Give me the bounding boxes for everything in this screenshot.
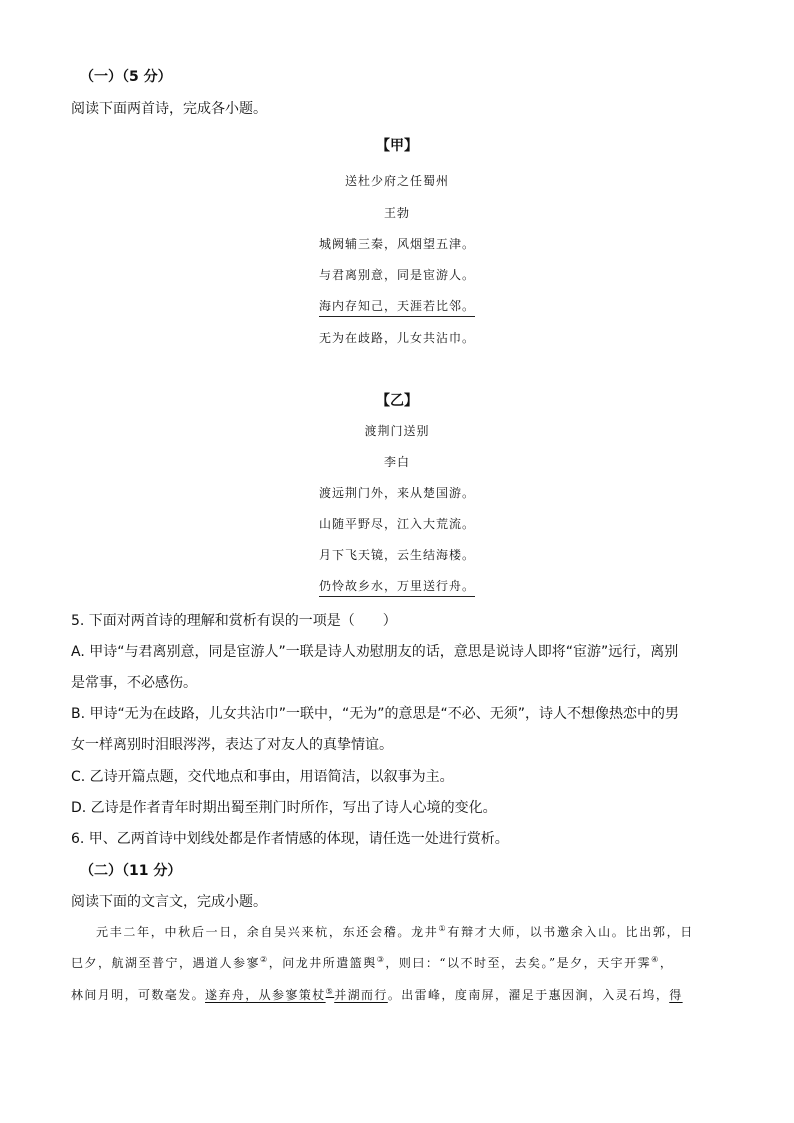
option-a-line-1: A. 甲诗“与君离别意，同是宦游人”一联是诗人劝慰朋友的话，意思是说诗人即将“宦游”远行，离别 — [71, 644, 679, 660]
underlined-text: 仍怜故乡水，万里送行舟。 — [319, 577, 475, 597]
poem-yi-line-3: 月下飞天镜，云生结海楼。 — [318, 548, 475, 562]
prose-text: ， — [659, 956, 674, 970]
prose-text: ，则曰：“以不时至，去矣。”是夕，天宇开霁 — [385, 956, 652, 970]
poem-yi-author: 李白 — [383, 455, 410, 469]
underlined-text: 得 — [669, 988, 683, 1002]
poem-yi-line-1: 渡远荆门外，来从楚国游。 — [318, 486, 475, 500]
option-b-line-2: 女一样离别时泪眼涔涔，表达了对友人的真挚情谊。 — [71, 737, 393, 753]
footnote-marker: ① — [438, 924, 448, 933]
prose-line-1 — [96, 923, 694, 940]
prose-line-2 — [71, 954, 673, 971]
poem-jia-author: 王勃 — [383, 206, 410, 220]
footnote-marker: ② — [260, 955, 269, 964]
poem-jia-marker: 【甲】 — [376, 138, 418, 154]
section-one-instruction: 阅读下面两首诗，完成各小题。 — [71, 101, 267, 117]
underlined-text: 海内存知己，天涯若比邻。 — [319, 297, 475, 317]
poem-jia-line-2: 与君离别意，同是宦游人。 — [318, 268, 475, 282]
section-one-heading: （一）（5 分） — [80, 69, 172, 85]
prose-text: 。出雷峰，度南屏，濯足于惠因涧，入灵石坞， — [387, 988, 670, 1002]
prose-text: 有辩才大师，以书邀余入山。比出郭，日 — [447, 925, 694, 939]
prose-text: 元丰二年，中秋后一日，余自吴兴来杭，东还会稽。龙井 — [96, 925, 439, 939]
option-a-line-2: 是常事，不必感伤。 — [71, 675, 197, 691]
underlined-text: 遂弃舟，从参寥策杖 — [205, 988, 326, 1002]
prose-line-3 — [71, 986, 683, 1003]
poem-jia-title: 送杜少府之任蜀州 — [344, 174, 449, 188]
option-b-line-1: B. 甲诗“无为在歧路，儿女共沾巾”一联中，“无为”的意思是“不必、无须”，诗人不想像热恋中的男 — [71, 706, 680, 722]
footnote-marker: ③ — [376, 955, 386, 964]
footnote-marker: ⑤ — [325, 987, 335, 996]
poem-jia-line-4: 无为在歧路，儿女共沾巾。 — [318, 331, 475, 345]
section-two-heading: （二）（11 分） — [80, 863, 182, 879]
section-two-instruction: 阅读下面的文言文，完成小题。 — [71, 894, 267, 910]
poem-jia-line-1: 城阙辅三秦，风烟望五津。 — [318, 237, 475, 251]
option-d: D. 乙诗是作者青年时期出蜀至荆门时所作，写出了诗人心境的变化。 — [71, 800, 497, 816]
poem-yi-line-2: 山随平野尽，江入大荒流。 — [318, 517, 475, 531]
poem-yi-line-4-underlined — [0, 577, 794, 597]
poem-jia-line-3-underlined — [0, 297, 794, 317]
prose-text: ，问龙井所遣篮舆 — [268, 956, 377, 970]
underlined-text: 并湖而行 — [334, 988, 388, 1002]
footnote-marker: ④ — [651, 955, 660, 964]
prose-text: 林间月明，可数毫发。 — [71, 988, 206, 1002]
question-5-stem: 5. 下面对两首诗的理解和赏析有误的一项是（ ） — [71, 613, 397, 629]
poem-yi-marker: 【乙】 — [376, 393, 418, 409]
prose-text: 巳夕，航湖至普宁，遇道人参寥 — [71, 956, 261, 970]
option-c: C. 乙诗开篇点题，交代地点和事由，用语简洁，以叙事为主。 — [71, 769, 454, 785]
poem-yi-title: 渡荆门送别 — [364, 424, 430, 438]
question-6-stem: 6. 甲、乙两首诗中划线处都是作者情感的体现，请任选一处进行赏析。 — [71, 831, 509, 847]
